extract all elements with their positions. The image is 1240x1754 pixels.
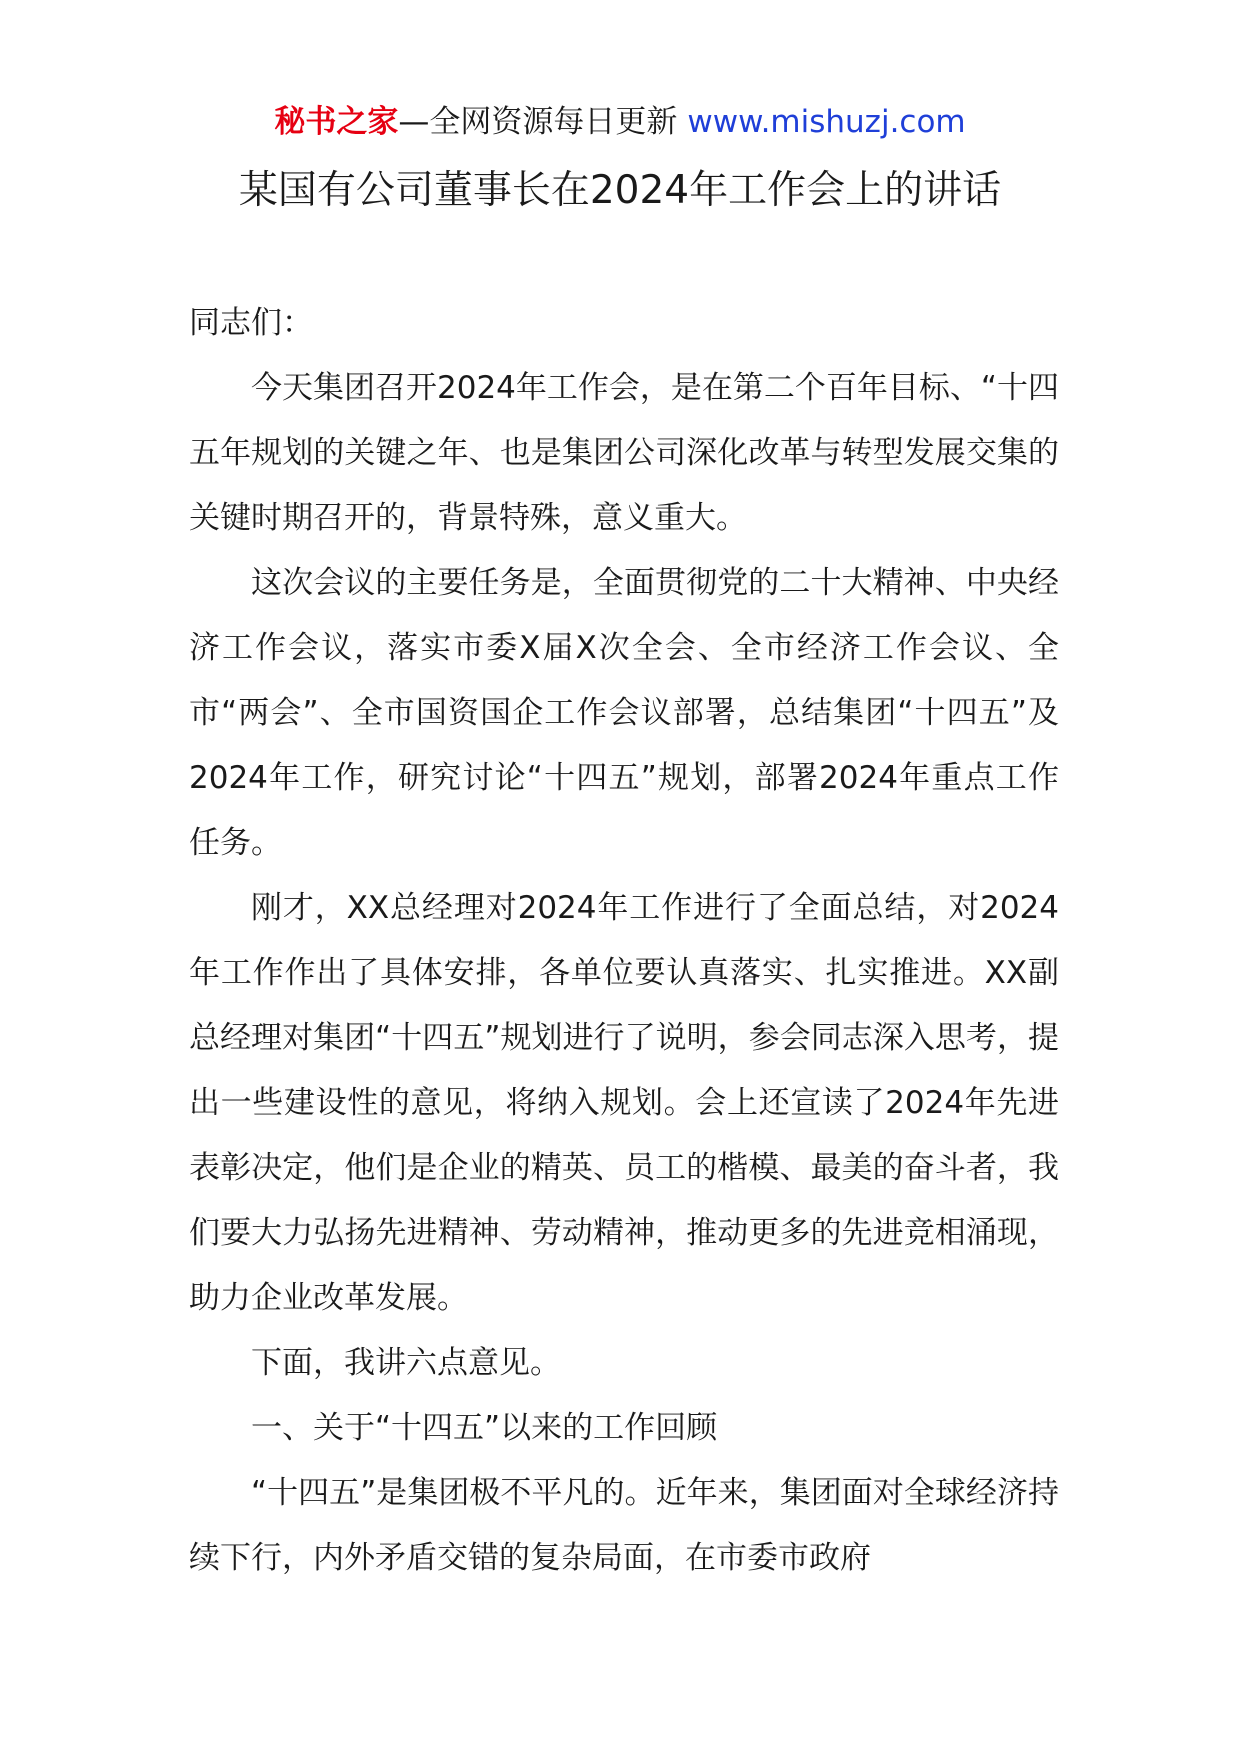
site-header: [0, 100, 1240, 144]
salutation: 同志们：: [189, 305, 313, 341]
paragraph-5: “十四五”是集团极不平凡的。近年来，集团面对全球经济持续下行，内外矛盾交错的复杂局面，在市委市政府: [189, 1475, 1059, 1576]
section-heading-1: 一、关于“十四五”以来的工作回顾: [251, 1410, 718, 1446]
document-body: [189, 291, 1059, 1591]
paragraph-4: 下面，我讲六点意见。: [251, 1345, 561, 1381]
site-slogan: —全网资源每日更新: [398, 104, 678, 140]
paragraph-1: 今天集团召开2024年工作会，是在第二个百年目标、“十四五年规划的关键之年、也是集团公司深化改革与转型发展交集的关键时期召开的，背景特殊，意义重大。: [189, 370, 1059, 536]
site-url-link[interactable]: www.mishuzj.com: [687, 104, 966, 140]
brand-name: 秘书之家: [274, 104, 399, 140]
document-title: 某国有公司董事长在2024年工作会上的讲话: [238, 168, 1002, 213]
paragraph-2: 这次会议的主要任务是，全面贯彻党的二十大精神、中央经济工作会议，落实市委X届X次全会、全市经济工作会议、全市“两会”、全市国资国企工作会议部署，总结集团“十四五”及2024年工作，研究讨论“十四五”规划，部署2024年重点工作任务。: [189, 565, 1059, 861]
paragraph-3: 刚才，XX总经理对2024年工作进行了全面总结，对2024年工作作出了具体安排，各单位要认真落实、扎实推进。XX副总经理对集团“十四五”规划进行了说明，参会同志深入思考，提出一些建设性的意见，将纳入规划。会上还宣读了2024年先进表彰决定，他们是企业的精英、员工的楷模、最美的奋斗者，我们要大力弘扬先进精神、劳动精神，推动更多的先进竞相涌现，助力企业改革发展。: [189, 890, 1059, 1316]
